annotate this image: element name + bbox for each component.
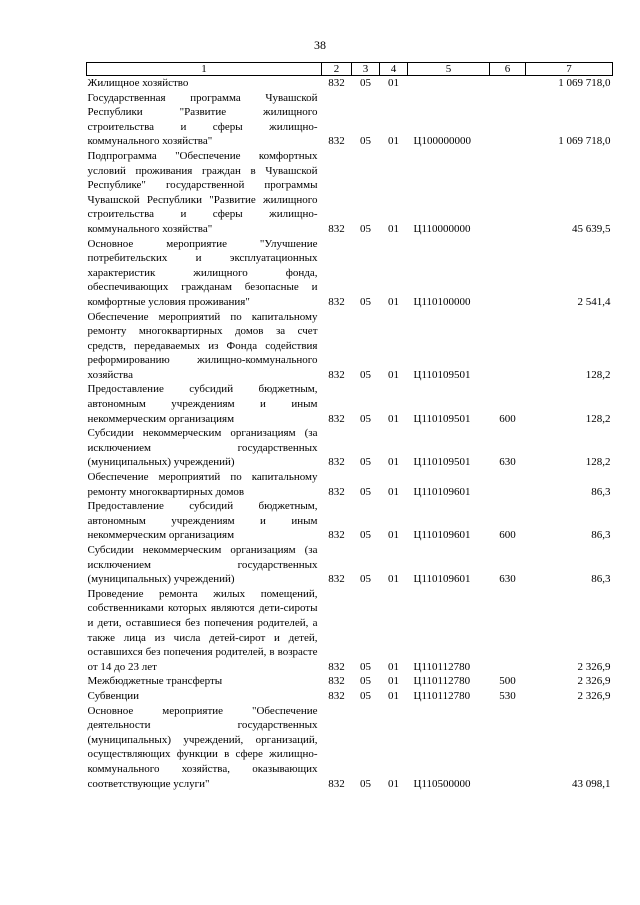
row-amount: 86,3 [591,573,611,586]
page-number: 38 [314,38,326,52]
row-expense-type [490,704,526,792]
row-amount: 1 069 718,0 [558,77,611,89]
row-target-article: Ц110112780 [413,660,471,673]
column-header-7: 7 [526,63,613,76]
row-expense-type: 600 [499,529,516,542]
row-expense-type: 630 [499,573,516,586]
row-target-article: Ц110109501 [413,412,471,425]
table-row [87,149,613,237]
row-amount: 86,3 [591,529,611,542]
table-row [87,310,613,383]
row-section-code: 05 [360,295,371,308]
row-expense-type: 600 [499,412,516,425]
row-expense-type [490,149,526,237]
row-amount: 1 069 718,0 [558,135,611,148]
row-target-article: Ц110109601 [413,529,471,542]
row-target-article: Ц110109501 [413,456,471,469]
column-header-2: 2 [322,63,352,76]
row-section-code: 05 [360,456,371,469]
row-amount: 2 326,9 [577,675,611,688]
row-subsection-code: 01 [388,77,399,89]
row-subsection-code: 01 [388,689,399,702]
row-amount: 128,2 [585,412,611,425]
row-ministry-code: 832 [328,456,345,469]
row-section-code: 05 [360,412,371,425]
row-section-code: 05 [360,675,371,688]
row-expense-type: 630 [499,456,516,469]
row-ministry-code: 832 [328,689,345,702]
row-ministry-code: 832 [328,295,345,308]
row-ministry-code: 832 [328,368,345,381]
row-subsection-code: 01 [388,222,399,235]
row-expense-type [490,470,526,499]
row-name: Обеспечение мероприятий по капитальному ремонту многоквартирных домов [87,471,318,498]
row-subsection-code: 01 [388,485,399,498]
row-subsection-code: 01 [388,456,399,469]
row-expense-type [490,237,526,310]
row-name: Межбюджетные трансферты [87,675,223,688]
row-amount: 128,2 [585,368,611,381]
row-target-article: Ц110000000 [413,222,471,235]
row-amount: 45 639,5 [572,222,611,235]
row-subsection-code: 01 [388,777,399,790]
row-ministry-code: 832 [328,675,345,688]
row-ministry-code: 832 [328,222,345,235]
row-section-code: 05 [360,368,371,381]
table-row [87,587,613,675]
row-subsection-code: 01 [388,368,399,381]
row-amount: 86,3 [591,485,611,498]
row-section-code: 05 [360,222,371,235]
row-expense-type: 500 [499,675,516,688]
row-expense-type [490,310,526,383]
row-ministry-code: 832 [328,529,345,542]
row-name: Подпрограмма "Обеспечение комфортных условий проживания граждан в Чувашской Республике" государственной программы Чувашской Республики "Развитие жилищного строительства и сферы жилищно-коммунального хозяйства" [87,149,318,235]
row-target-article: Ц110100000 [413,295,471,308]
row-subsection-code: 01 [388,295,399,308]
row-ministry-code: 832 [328,135,345,148]
row-name: Субвенции [87,689,140,702]
row-subsection-code: 01 [388,573,399,586]
row-target-article: Ц100000000 [413,135,471,148]
row-amount: 2 541,4 [577,295,611,308]
row-expense-type [490,91,526,149]
row-amount: 2 326,9 [577,660,611,673]
row-section-code: 05 [360,529,371,542]
row-ministry-code: 832 [328,77,345,89]
row-section-code: 05 [360,485,371,498]
row-name: Предоставление субсидий бюджетным, автономным учреждениям и иным некоммерческим организациям [87,383,318,425]
row-ministry-code: 832 [328,777,345,790]
column-header-3: 3 [352,63,380,76]
row-target-article: Ц110109601 [413,573,471,586]
row-section-code: 05 [360,573,371,586]
row-target-article [408,76,490,91]
row-section-code: 05 [360,777,371,790]
table-row [87,704,613,792]
table-row [87,543,613,587]
row-section-code: 05 [360,135,371,148]
row-expense-type [490,76,526,91]
table-row [87,382,613,426]
row-subsection-code: 01 [388,660,399,673]
row-target-article: Ц110500000 [413,777,471,790]
row-target-article: Ц110109501 [413,368,471,381]
row-subsection-code: 01 [388,529,399,542]
table-row [87,499,613,543]
table-row [87,91,613,149]
row-section-code: 05 [360,660,371,673]
table-row [87,237,613,310]
row-amount: 43 098,1 [572,777,611,790]
row-ministry-code: 832 [328,485,345,498]
row-target-article: Ц110109601 [413,485,471,498]
budget-table [86,62,613,791]
column-header-5: 5 [408,63,490,76]
table-header-row [87,63,613,76]
row-section-code: 05 [360,77,371,89]
row-name: Основное мероприятие "Улучшение потребительских и эксплуатационных характеристик жилищного фонда, обеспечивающих гражданам безопасные и комфортные условия проживания" [87,237,318,308]
row-target-article: Ц110112780 [413,675,471,688]
row-name: Субсидии некоммерческим организациям (за исключением государственных (муниципальных) учреждений) [87,544,318,586]
row-name: Обеспечение мероприятий по капитальному ремонту многоквартирных домов за счет средств, передаваемых из Фонда содействия реформированию жилищно-коммунального хозяйства [87,310,318,381]
row-amount: 2 326,9 [577,689,611,702]
row-ministry-code: 832 [328,660,345,673]
row-name: Проведение ремонта жилых помещений, собственниками которых являются дети-сироты и дети, оставшиеся без попечения родителей, а также лица из числа детей-сирот и детей, оставшихся без попечения родителей, в возрасте от 14 до 23 лет [87,587,318,673]
row-name: Предоставление субсидий бюджетным, автономным учреждениям и иным некоммерческим организациям [87,500,318,542]
row-subsection-code: 01 [388,412,399,425]
row-ministry-code: 832 [328,412,345,425]
row-amount: 128,2 [585,456,611,469]
table-row [87,689,613,704]
row-subsection-code: 01 [388,675,399,688]
row-expense-type: 530 [499,689,516,702]
row-subsection-code: 01 [388,135,399,148]
column-header-6: 6 [490,63,526,76]
row-name: Основное мероприятие "Обеспечение деятельности государственных (муниципальных) учреждений, организаций, осуществляющих функции в сфере жилищно-коммунального хозяйства, оказывающих соответствующие услуги" [87,704,318,790]
row-name: Жилищное хозяйство [87,77,189,89]
row-target-article: Ц110112780 [413,689,471,702]
table-row [87,76,613,91]
column-header-1: 1 [87,63,322,76]
column-header-4: 4 [380,63,408,76]
row-name: Государственная программа Чувашской Республики "Развитие жилищного строительства и сферы жилищно-коммунального хозяйства" [87,91,318,148]
row-expense-type [490,587,526,675]
row-section-code: 05 [360,689,371,702]
table-row [87,470,613,499]
row-name: Субсидии некоммерческим организациям (за исключением государственных (муниципальных) учреждений) [87,427,318,469]
row-ministry-code: 832 [328,573,345,586]
table-row [87,674,613,689]
table-row [87,426,613,470]
